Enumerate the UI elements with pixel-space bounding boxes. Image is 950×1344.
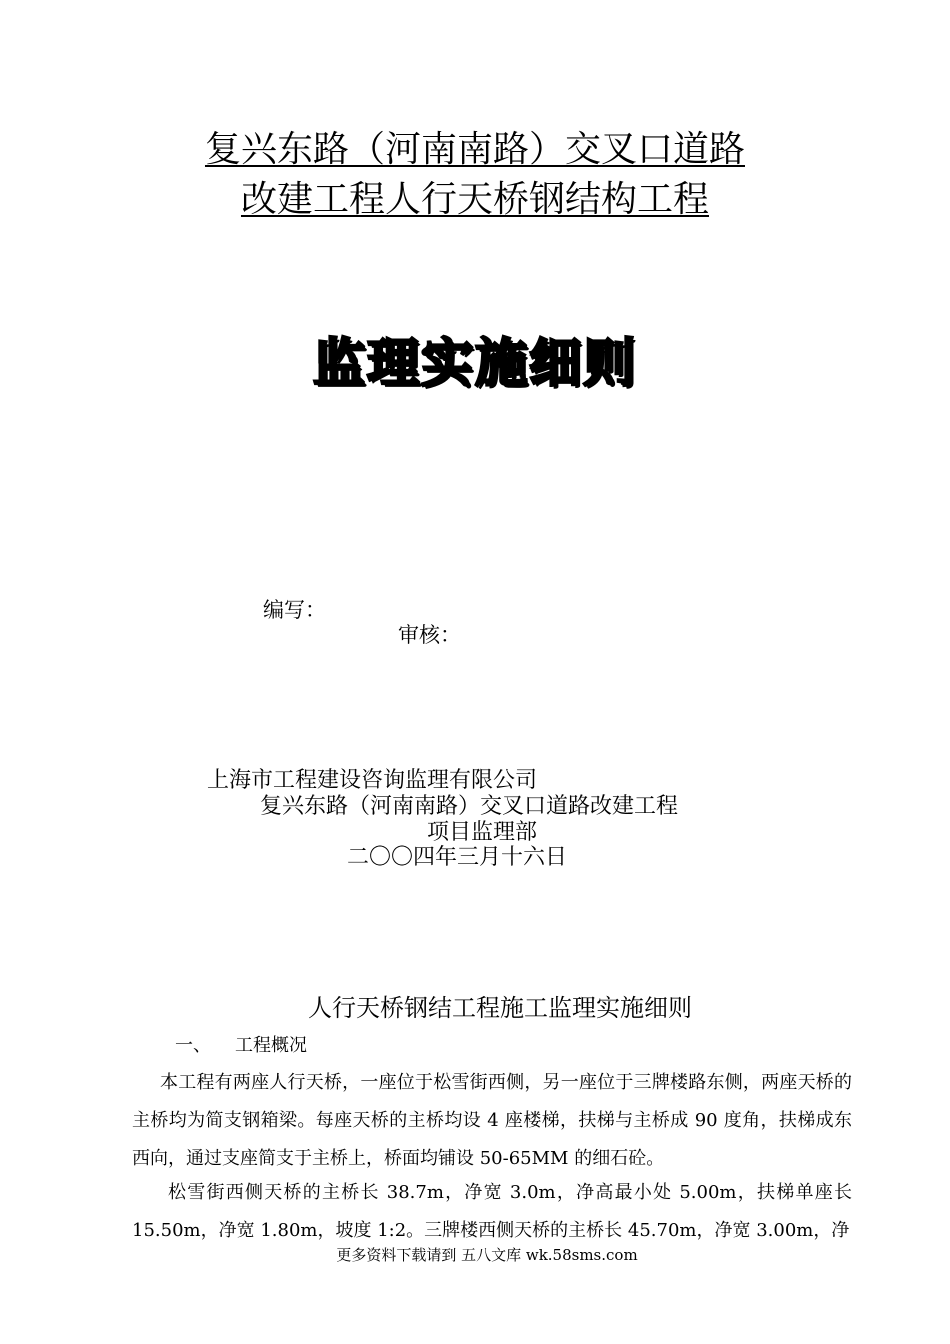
document-date: 二〇〇四年三月十六日	[347, 845, 568, 870]
project-name: 复兴东路（河南南路）交叉口道路改建工程	[260, 794, 679, 819]
main-title: 监理实施细则	[312, 334, 637, 394]
heading-number: 一、	[175, 1035, 211, 1056]
cover-title-line-1: 复兴东路（河南南路）交叉口道路	[204, 129, 745, 170]
paragraph-overview-1: 本工程有两座人行天桥，一座位于松雪街西侧，另一座位于三牌楼路东侧，两座天桥的主桥均为简支钢箱梁。每座天桥的主桥均设 4 座楼梯，扶梯与主桥成 90 度角，扶梯成东西向，通过支座简支于主桥上，桥面均铺设 50-65MM 的细石砼。	[132, 1072, 852, 1169]
department-name: 项目监理部	[427, 820, 538, 845]
cover-title-line-2: 改建工程人行天桥钢结构工程	[240, 179, 709, 220]
heading-project-overview	[175, 1034, 307, 1058]
section-title: 人行天桥钢结工程施工监理实施细则	[308, 994, 692, 1022]
paragraph-overview-2: 松雪街西侧天桥的主桥长 38.7m，净宽 3.0m，净高最小处 5.00m，扶梯单座长 15.50m，净宽 1.80m，坡度 1:2。三牌楼西侧天桥的主桥长 45.70m，净宽 3.00m，净	[132, 1182, 852, 1241]
author-label: 编写：	[263, 598, 326, 622]
footer-watermark-text: 更多资料下载请到 五八文库 wk.58sms.com	[336, 1246, 638, 1264]
heading-text: 工程概况	[235, 1035, 307, 1056]
company-name: 上海市工程建设咨询监理有限公司	[207, 768, 538, 793]
reviewer-label: 审核：	[398, 623, 461, 647]
